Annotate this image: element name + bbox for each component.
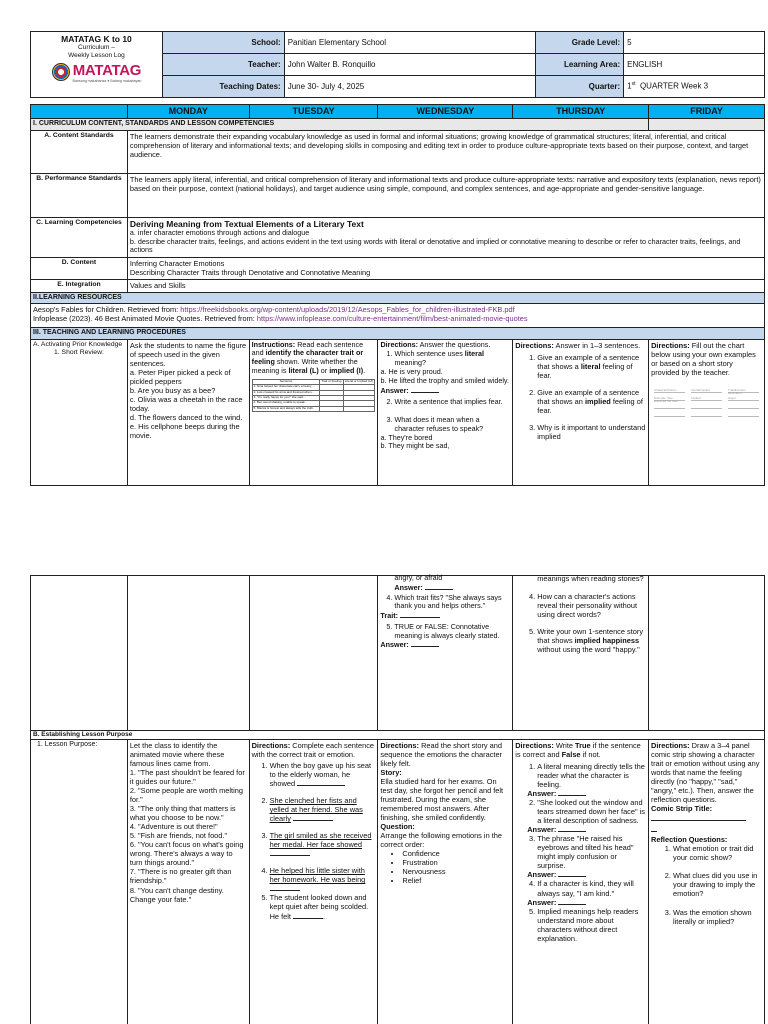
content-line-2: Describing Character Traits through Denotative and Connotative Meaning — [129, 267, 371, 277]
competency-b: b. describe character traits, feelings, and actions evident in the text using words with literal or denotative and implied or connotative meaning to describe or refer to character traits, feelings, and actions — [129, 236, 741, 255]
table-row: 1. Nina helped her classmate carry a heavy... — [252, 385, 375, 390]
movie-quote: 3. "The only thing that matters is what you choose to be now." — [129, 804, 236, 823]
school-value: Panitian Elementary School — [284, 32, 536, 54]
wednesday-review-cell: Directions: Answer the questions. 1. Which sentence uses literal meaning? a. He is very proud. b. He lifted the trophy and smiled widely. Answer: 2. Write a sentence that implies fear. 3. What does it mean when a character refuses to speak? a. They're bored b. They might be sad, — [378, 339, 513, 485]
deped-seal-icon — [52, 63, 70, 81]
movie-quote: 8. "You can't change destiny. Change your fate." — [129, 885, 224, 904]
monday-review-item: d. The flowers danced to the wind. — [129, 412, 243, 422]
logo-title: MATATAG K to 10 — [61, 34, 132, 44]
movie-quote: 2. "Some people are worth melting for." — [129, 786, 243, 805]
movie-quote: 1. "The past shouldn't be feared for it guides our future." — [129, 768, 245, 787]
short-review-label: 1. Short Review: — [54, 348, 104, 356]
day-wednesday: WEDNESDAY — [378, 105, 513, 119]
content-label: D. Content — [31, 257, 128, 279]
grade-level-value: 5 — [624, 32, 765, 54]
friday-purpose-cell: Directions: Draw a 3–4 panel comic strip showing a character trait or emotion without using any words that name the feeling directly (no "happy," "sad," "angry," etc.). Then, answer the reflection questions. Comic Strip Title: Reflection Questions: 1. What emotion or trait did your comic show? 2. What clues did you use in your drawing to imply the emotion? 3. Was the emotion shown literally or implied? — [649, 740, 765, 1024]
performance-standards-label: B. Performance Standards — [31, 173, 128, 217]
logo-block — [31, 32, 163, 98]
table-row: 3. "I'm really happy for you!" she said... — [252, 395, 375, 400]
monday-review-item: a. Peter Piper picked a peck of pickled peppers — [129, 367, 231, 386]
friday-review-cell: Directions: Fill out the chart below using your own examples or based on a short story provided by the teacher. Character/Action Example: She slammed the door Literal/Implied Implied Trait/Emotion Described Anger — [649, 339, 765, 485]
lesson-table-page-2 — [30, 575, 765, 1024]
day-friday: FRIDAY — [649, 105, 765, 119]
day-tuesday: TUESDAY — [249, 105, 378, 119]
movie-quote: 4. "Adventure is out there!" — [129, 822, 218, 832]
resource-2-link[interactable]: https://www.infoplease.com/culture-entertainment/film/best-animated-movie-quotes — [256, 314, 528, 324]
friday-chart: Character/Action Example: She slammed the door Literal/Implied Implied Trait/Emotion Described Anger — [651, 389, 762, 421]
section-b-heading: B. Establishing Lesson Purpose — [31, 731, 765, 740]
monday-review-item: e. His cellphone beeps during the movie. — [129, 421, 240, 440]
school-label: School: — [162, 32, 284, 54]
performance-standards-text: The learners apply literal, inferential, and critical comprehension of literary and informational texts and produce culture-appropriate texts: narrative and expository texts (explanation, news report) based on their purpose, context (national holidays), and target audience using simple, compound, and complex sentences, and age-appropriate and gender-sensitive language. — [127, 173, 764, 217]
monday-purpose-cell: Let the class to identify the animated movie where these famous lines came from. 1. "The past shouldn't be feared for it guides our future." 2. "Some people are worth melting for." 3. "The only thing that matters is what you choose to be now." 4. "Adventure is out there!" 5. "Fish are friends, not food." 6. "You can't focus on what's going wrong. There's always a way to turn things around." 7. "There is no greater gift than friendship." 8. "You can't change destiny. Change your fate." — [127, 740, 249, 1024]
emotion-item: • Relief — [402, 876, 510, 885]
teaching-dates-value: June 30- July 4, 2025 — [284, 76, 536, 98]
resource-1-link[interactable]: https://freekidsbooks.org/wp-content/uploads/2019/12/Aesops_Fables_for_children-illustrated-FKB.pdf — [180, 305, 515, 315]
wednesday-purpose-cell: Directions: Read the short story and sequence the emotions the character likely felt. Story: Ella studied hard for her exams. On test day, she forgot her pencil and felt frustrated. During the exam, she remembered most answers. After finishing, she smiled confidently. Question: Arrange the following emotions in the correct order: • Confidence • Frustration • Nervousness • Relief — [378, 740, 513, 1024]
day-monday: MONDAY — [127, 105, 249, 119]
header-table — [30, 31, 765, 98]
resource-1: Aesop's Fables for Children. Retrieved from: https://freekidsbooks.org/wp-content/uploads/2019/12/Aesops_Fables_for_children-illustrated-FKB.pdf — [33, 305, 515, 315]
teacher-value: John Walter B. Ronquillo — [284, 54, 536, 76]
teaching-dates-label: Teaching Dates: — [162, 76, 284, 98]
emotion-item: • Confidence — [402, 849, 510, 858]
comic-title-line — [651, 813, 746, 821]
movie-quote: 6. "You can't focus on what's going wrong. There's always a way to turn things around." — [129, 840, 244, 868]
learning-area-value: ENGLISH — [624, 54, 765, 76]
tuesday-purpose-cell: Directions: Complete each sentence with the correct trait or emotion. 1. When the boy gave up his seat to the elderly woman, he showed 2. She clenched her fists and yelled at her friend. She was clearly 3. The girl smiled as she received her medal. Her face showed 4. He helped his little sister with her homework. He was being 5. The student looked down and kept quiet after being scolded. He felt . — [249, 740, 378, 1024]
quarter-label: Quarter: — [536, 76, 624, 98]
competency-a: a. infer character emotions through actions and dialogue — [129, 227, 310, 237]
activating-prior-knowledge-label: A. Activating Prior Knowledge 1. Short Review: — [31, 339, 128, 485]
emotion-item: • Nervousness — [402, 867, 510, 876]
learning-competencies-cell — [127, 217, 764, 257]
monday-review-item: c. Olivia was a cheetah in the race today. — [129, 394, 243, 413]
integration-label: E. Integration — [31, 279, 128, 292]
monday-review-item: b. Are you busy as a bee? — [129, 385, 216, 395]
content-cell — [127, 257, 764, 279]
table-row: 4. Ben stood shaking, unable to speak... — [252, 401, 375, 406]
grade-level-label: Grade Level: — [536, 32, 624, 54]
table-row: 2. Luis crossed his arms and frowned when... — [252, 390, 375, 395]
day-header-row — [31, 105, 765, 119]
quarter-value: 1st QUARTER Week 3 — [624, 76, 765, 98]
emotion-item: • Frustration — [402, 858, 510, 867]
day-thursday: THURSDAY — [513, 105, 649, 119]
competency-title: Deriving Meaning from Textual Elements of a Literary Text — [129, 218, 364, 229]
lesson-purpose-label: 1. Lesson Purpose: — [31, 740, 128, 1024]
thursday-review-cell: Directions: Answer in 1–3 sentences. 1. Give an example of a sentence that shows a literal feeling of fear. 2. Give an example of a sentence that shows an implied feeling of fear. 3. Why is it important to understand implied — [513, 339, 649, 485]
content-standards-label: A. Content Standards — [31, 130, 128, 173]
thursday-review-continued: meanings when reading stories? 4. How can a character's actions reveal their personality without using direct words? 5. Write your own 1-sentence story that shows implied happiness without using the word "happy." — [513, 576, 649, 731]
section-1-heading: I. CURRICULUM CONTENT, STANDARDS AND LESSON COMPETENCIES — [31, 119, 649, 131]
matatag-logo — [33, 62, 160, 84]
thursday-purpose-cell: Directions: Write True if the sentence is correct and False if not. 1. A literal meaning directly tells the reader what the character is feeling. Answer: 2. "She looked out the window and tears streamed down her face" is a literal description of sadness. Answer: 3. The phrase "He raised his eyebrows and tilted his head" might imply confusion or surprise. Answer: 4. If a character is kind, they will always say, "I am kind." Answer: 5. Implied meanings help readers understand more about characters without direct explanation. — [513, 740, 649, 1024]
teacher-label: Teacher: — [162, 54, 284, 76]
logo-subtitle: Curriculum – Weekly Lesson Log — [68, 44, 125, 59]
lesson-table-page-1 — [30, 104, 765, 486]
section-3-heading: III. TEACHING AND LEARNING PROCEDURES — [31, 328, 765, 340]
trait-identification-table: Sentence Trait or Feeling Literal or Implied (L/I) 1. Nina helped her classmate carry a heavy... 2. Luis crossed his arms and frowned when... 3. "I'm really happy for you!" she said... 4. Ben stood shaking, unable to speak... 5. Bianca is honest and always tells the truth. — [253, 378, 374, 410]
content-standards-text: The learners demonstrate their expanding vocabulary knowledge as used in formal and informal situations; growing knowledge of grammatical structures; literal, inferential, and critical comprehension of literary and informational texts; and developing skills in composing and editing text in order to produce culture-appropriate texts based on their purpose, context, and target audience. — [127, 130, 764, 173]
resource-2: Infoplease (2023). 46 Best Animated Movie Quotes. Retrieved from: https://www.infoplease.com/culture-entertainment/film/best-animated-movie-quotes — [33, 314, 528, 324]
lesson-log-page-2 — [0, 575, 768, 1024]
story-text: Ella studied hard for her exams. On test day, she forgot her pencil and felt frustrated. During the exam, she remembered most answers. After finishing, she smiled confidently. — [380, 777, 504, 823]
movie-quote: 5. "Fish are friends, not food." — [129, 831, 228, 841]
movie-quote: 7. "There is no greater gift than friendship." — [129, 867, 232, 886]
content-line-1: Inferring Character Emotions — [129, 258, 225, 268]
matatag-wordmark: MATATAG — [72, 61, 142, 79]
learning-competencies-label: C. Learning Competencies — [31, 217, 128, 257]
integration-text: Values and Skills — [127, 279, 764, 292]
section-2-heading: II.LEARNING RESOURCES — [31, 292, 765, 304]
learning-resources-cell — [31, 304, 765, 328]
matatag-tagline: Bansang makabansa ● Batang makabayan — [72, 78, 142, 83]
monday-review-cell: Ask the students to name the figure of speech used in the given sentences. a. Peter Piper picked a peck of pickled peppers b. Are you busy as a bee? c. Olivia was a cheetah in the race today. d. The flowers danced to the wind. e. His cellphone beeps during the movie. — [127, 339, 249, 485]
wednesday-review-continued: angry, or afraid Answer: 4. Which trait fits? "She always says thank you and helps others." Trait: 5. TRUE or FALSE: Connotative meaning is always clearly stated. Answer: — [378, 576, 513, 731]
learning-area-label: Learning Area: — [536, 54, 624, 76]
table-row: 5. Bianca is honest and always tells the truth. — [252, 406, 375, 411]
tuesday-review-cell: Instructions: Read each sentence and identify the character trait or feeling shown. Write whether the meaning is literal (L) or implied (I). Sentence Trait or Feeling Literal or Implied (L/I) 1. Nina helped her classmate carry a heavy... 2. Luis crossed his arms and frowned when... 3. "I'm really happy for you!" she said... 4. Ben stood shaking, unable to speak... 5. Bianca is honest and always tells the truth. — [249, 339, 378, 485]
